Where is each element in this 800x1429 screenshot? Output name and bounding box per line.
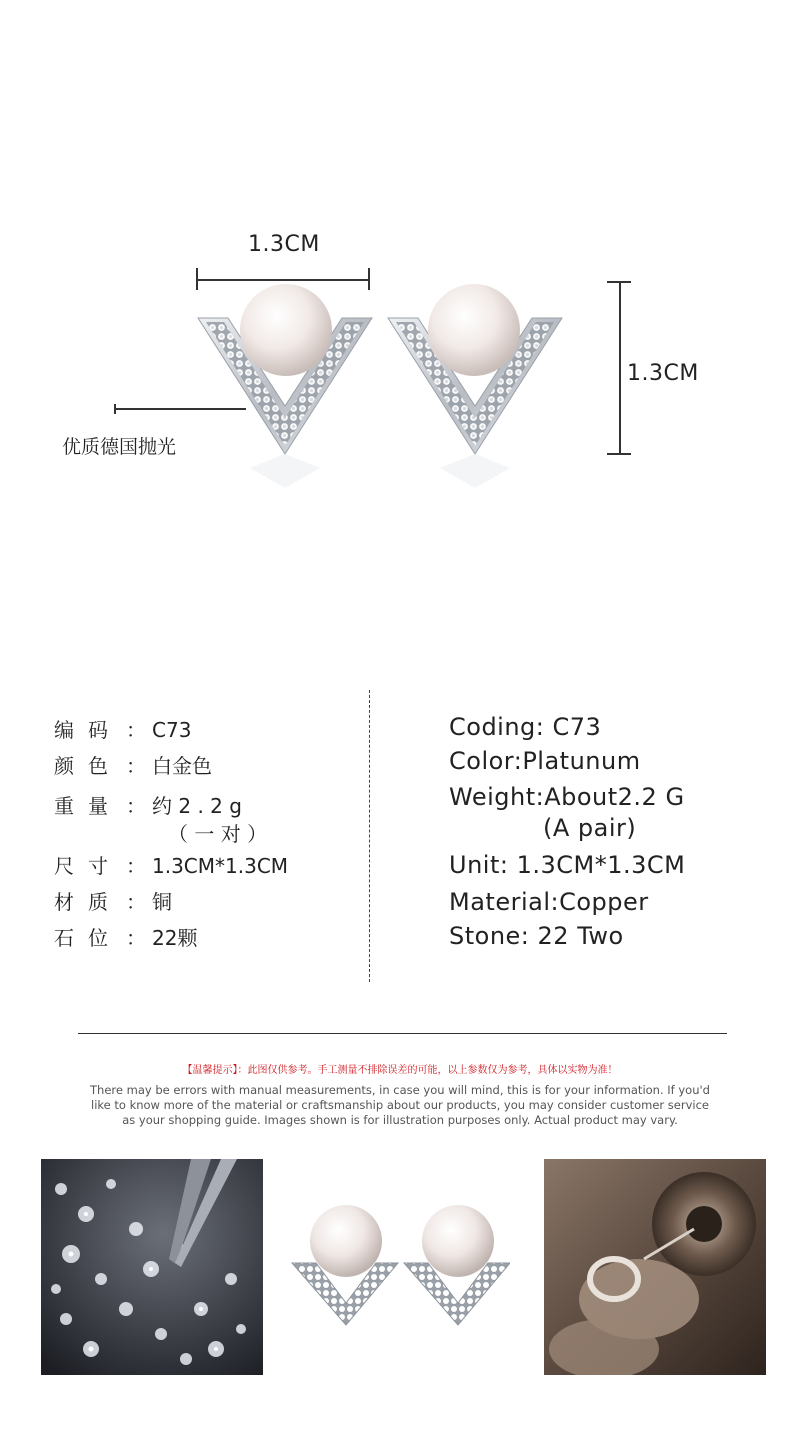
width-label: 1.3CM bbox=[248, 232, 320, 257]
spec-en-material: Material:Copper bbox=[449, 888, 649, 916]
dimension-figure bbox=[0, 0, 800, 640]
height-tick-bottom bbox=[607, 453, 631, 455]
spec-cn-value: 白金色 bbox=[152, 754, 212, 778]
specs-cn bbox=[54, 712, 288, 956]
spec-cn-row-material bbox=[54, 884, 288, 920]
spec-en-weight: Weight:About2.2 G bbox=[449, 783, 685, 811]
spec-cn-key: 编码 bbox=[54, 718, 122, 742]
spec-cn-sep: ： bbox=[126, 854, 146, 878]
spec-cn-key: 重量 bbox=[54, 794, 122, 818]
right-earring bbox=[388, 284, 562, 488]
craftsman-polishing-photo bbox=[544, 1159, 766, 1375]
notice-red-text: 【温馨提示】：此图仅供参考。手工测量不排除误差的可能，以上参数仅为参考，具体以实物为准！ bbox=[182, 1065, 618, 1076]
spec-cn-key bbox=[54, 820, 126, 848]
spec-cn-row-weight bbox=[54, 792, 288, 820]
spec-cn-key: 颜色 bbox=[54, 754, 122, 778]
earrings-illustration bbox=[190, 278, 570, 498]
spec-cn-sep: ： bbox=[126, 890, 146, 914]
height-tick-top bbox=[607, 281, 631, 283]
spec-cn-value: C73 bbox=[152, 718, 192, 742]
height-measure-line bbox=[619, 282, 621, 454]
spec-en-stone: Stone: 22 Two bbox=[449, 922, 624, 950]
spec-cn-value: 22颗 bbox=[152, 926, 198, 950]
spec-cn-row-weight-note bbox=[54, 820, 288, 848]
spec-cn-key: 尺寸 bbox=[54, 854, 122, 878]
polish-note: 优质德国抛光 bbox=[62, 436, 177, 458]
notice-english-line: as your shopping guide. Images shown is for illustration purposes only. Actual product may vary. bbox=[122, 1113, 678, 1127]
spec-cn-row-coding bbox=[54, 712, 288, 748]
spec-cn-value: 铜 bbox=[152, 890, 172, 914]
photo-left-earring bbox=[292, 1205, 398, 1325]
spec-cn-sep: ： bbox=[126, 754, 146, 778]
loose-stones-photo bbox=[41, 1159, 263, 1375]
spec-cn-sep: ： bbox=[126, 926, 146, 950]
spec-cn-row-stones bbox=[54, 920, 288, 956]
product-earrings-photo bbox=[290, 1185, 510, 1360]
spec-cn-key: 材质 bbox=[54, 890, 122, 914]
spec-en-weight-note: (A pair) bbox=[543, 814, 637, 842]
spec-en-unit: Unit: 1.3CM*1.3CM bbox=[449, 851, 686, 879]
notice-rule bbox=[78, 1033, 727, 1034]
left-earring bbox=[198, 284, 372, 488]
spec-cn-sep: ： bbox=[126, 718, 146, 742]
spec-cn-sep: ： bbox=[126, 794, 146, 818]
spec-en-color: Color:Platunum bbox=[449, 747, 641, 775]
notice-english-line: like to know more of the material or craftsmanship about our products, you may consider customer service bbox=[91, 1098, 709, 1112]
spec-cn-row-color bbox=[54, 748, 288, 784]
notice-english-line: There may be errors with manual measurements, in case you will mind, this is for your information. If you'd bbox=[90, 1083, 710, 1097]
spec-en-coding: Coding: C73 bbox=[449, 713, 602, 741]
spec-cn-value: 1.3CM*1.3CM bbox=[152, 854, 289, 878]
height-label: 1.3CM bbox=[627, 361, 699, 386]
specs-en bbox=[449, 710, 685, 953]
spec-cn-sep bbox=[126, 820, 152, 848]
spec-cn-value: 约 2 . 2 g bbox=[152, 794, 242, 818]
spec-cn-row-size bbox=[54, 848, 288, 884]
spec-cn-key: 石位 bbox=[54, 926, 122, 950]
photo-right-earring bbox=[404, 1205, 510, 1325]
notice-english bbox=[80, 1083, 720, 1128]
spec-cn-value: （ 一 对 ） bbox=[168, 822, 268, 846]
spec-divider bbox=[369, 690, 370, 982]
polish-pointer-tick bbox=[114, 404, 116, 414]
